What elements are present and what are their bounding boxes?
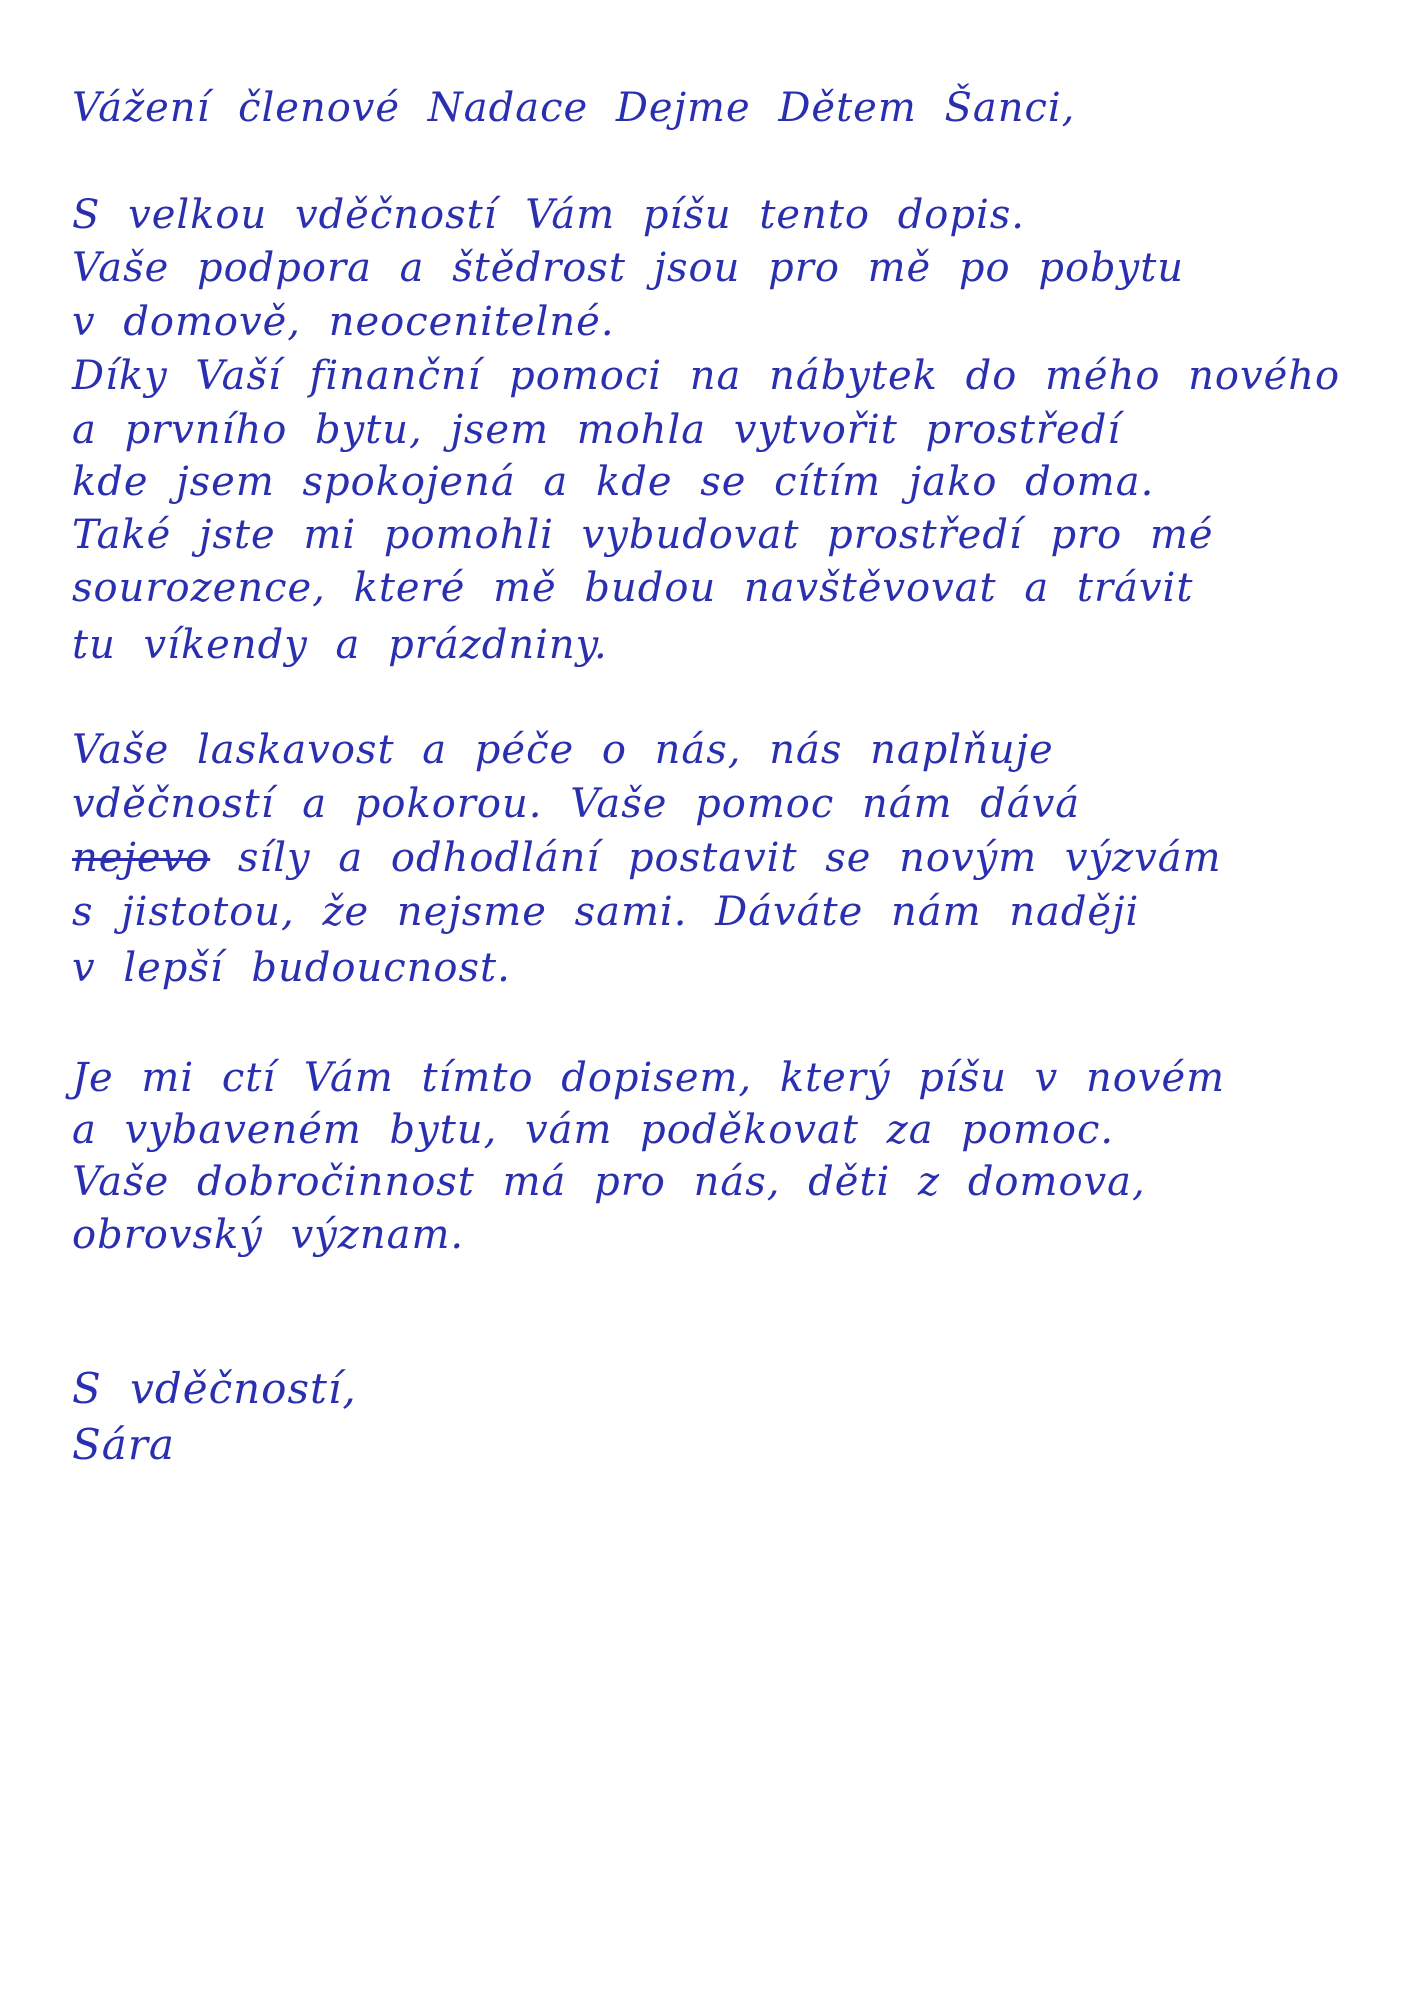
letter-line: Také jste mi pomohli vybudovat prostředí pro mé bbox=[72, 512, 1214, 558]
letter-line: obrovský význam. bbox=[72, 1212, 465, 1258]
letter-line: s jistotou, že nejsme sami. Dáváte nám naději bbox=[72, 889, 1140, 935]
struck-word: nejevo bbox=[72, 835, 211, 881]
letter-line: a prvního bytu, jsem mohla vytvořit prostředí bbox=[72, 407, 1122, 453]
letter-line: kde jsem spokojená a kde se cítím jako doma. bbox=[72, 459, 1155, 505]
letter-line: tu víkendy a prázdniny. bbox=[72, 622, 608, 668]
letter-line-with-strikethrough bbox=[72, 835, 1222, 881]
letter-line: sourozence, které mě budou navštěvovat a trávit bbox=[72, 565, 1194, 611]
letter-line: Vaše podpora a štědrost jsou pro mě po pobytu bbox=[72, 245, 1185, 291]
letter-line: S velkou vděčností Vám píšu tento dopis. bbox=[72, 192, 1026, 238]
salutation: Vážení členové Nadace Dejme Dětem Šanci, bbox=[72, 85, 1076, 131]
letter-line: Vaše dobročinnost má pro nás, děti z domova, bbox=[72, 1159, 1146, 1205]
letter-line: a vybaveném bytu, vám poděkovat za pomoc. bbox=[72, 1107, 1115, 1153]
letter-line: Díky Vaší finanční pomoci na nábytek do mého nového bbox=[72, 353, 1341, 399]
letter-line: vděčností a pokorou. Vaše pomoc nám dává bbox=[72, 781, 1081, 827]
closing: S vděčností, bbox=[72, 1364, 357, 1413]
letter-line: v domově, neocenitelné. bbox=[72, 299, 615, 345]
signature: Sára bbox=[72, 1420, 175, 1469]
letter-line-text: síly a odhodlání postavit se novým výzvám bbox=[237, 835, 1222, 881]
letter-line: Je mi ctí Vám tímto dopisem, který píšu v novém bbox=[72, 1055, 1226, 1101]
letter-line: v lepší budoucnost. bbox=[72, 945, 511, 991]
letter-line: Vaše laskavost a péče o nás, nás naplňuje bbox=[72, 727, 1054, 773]
